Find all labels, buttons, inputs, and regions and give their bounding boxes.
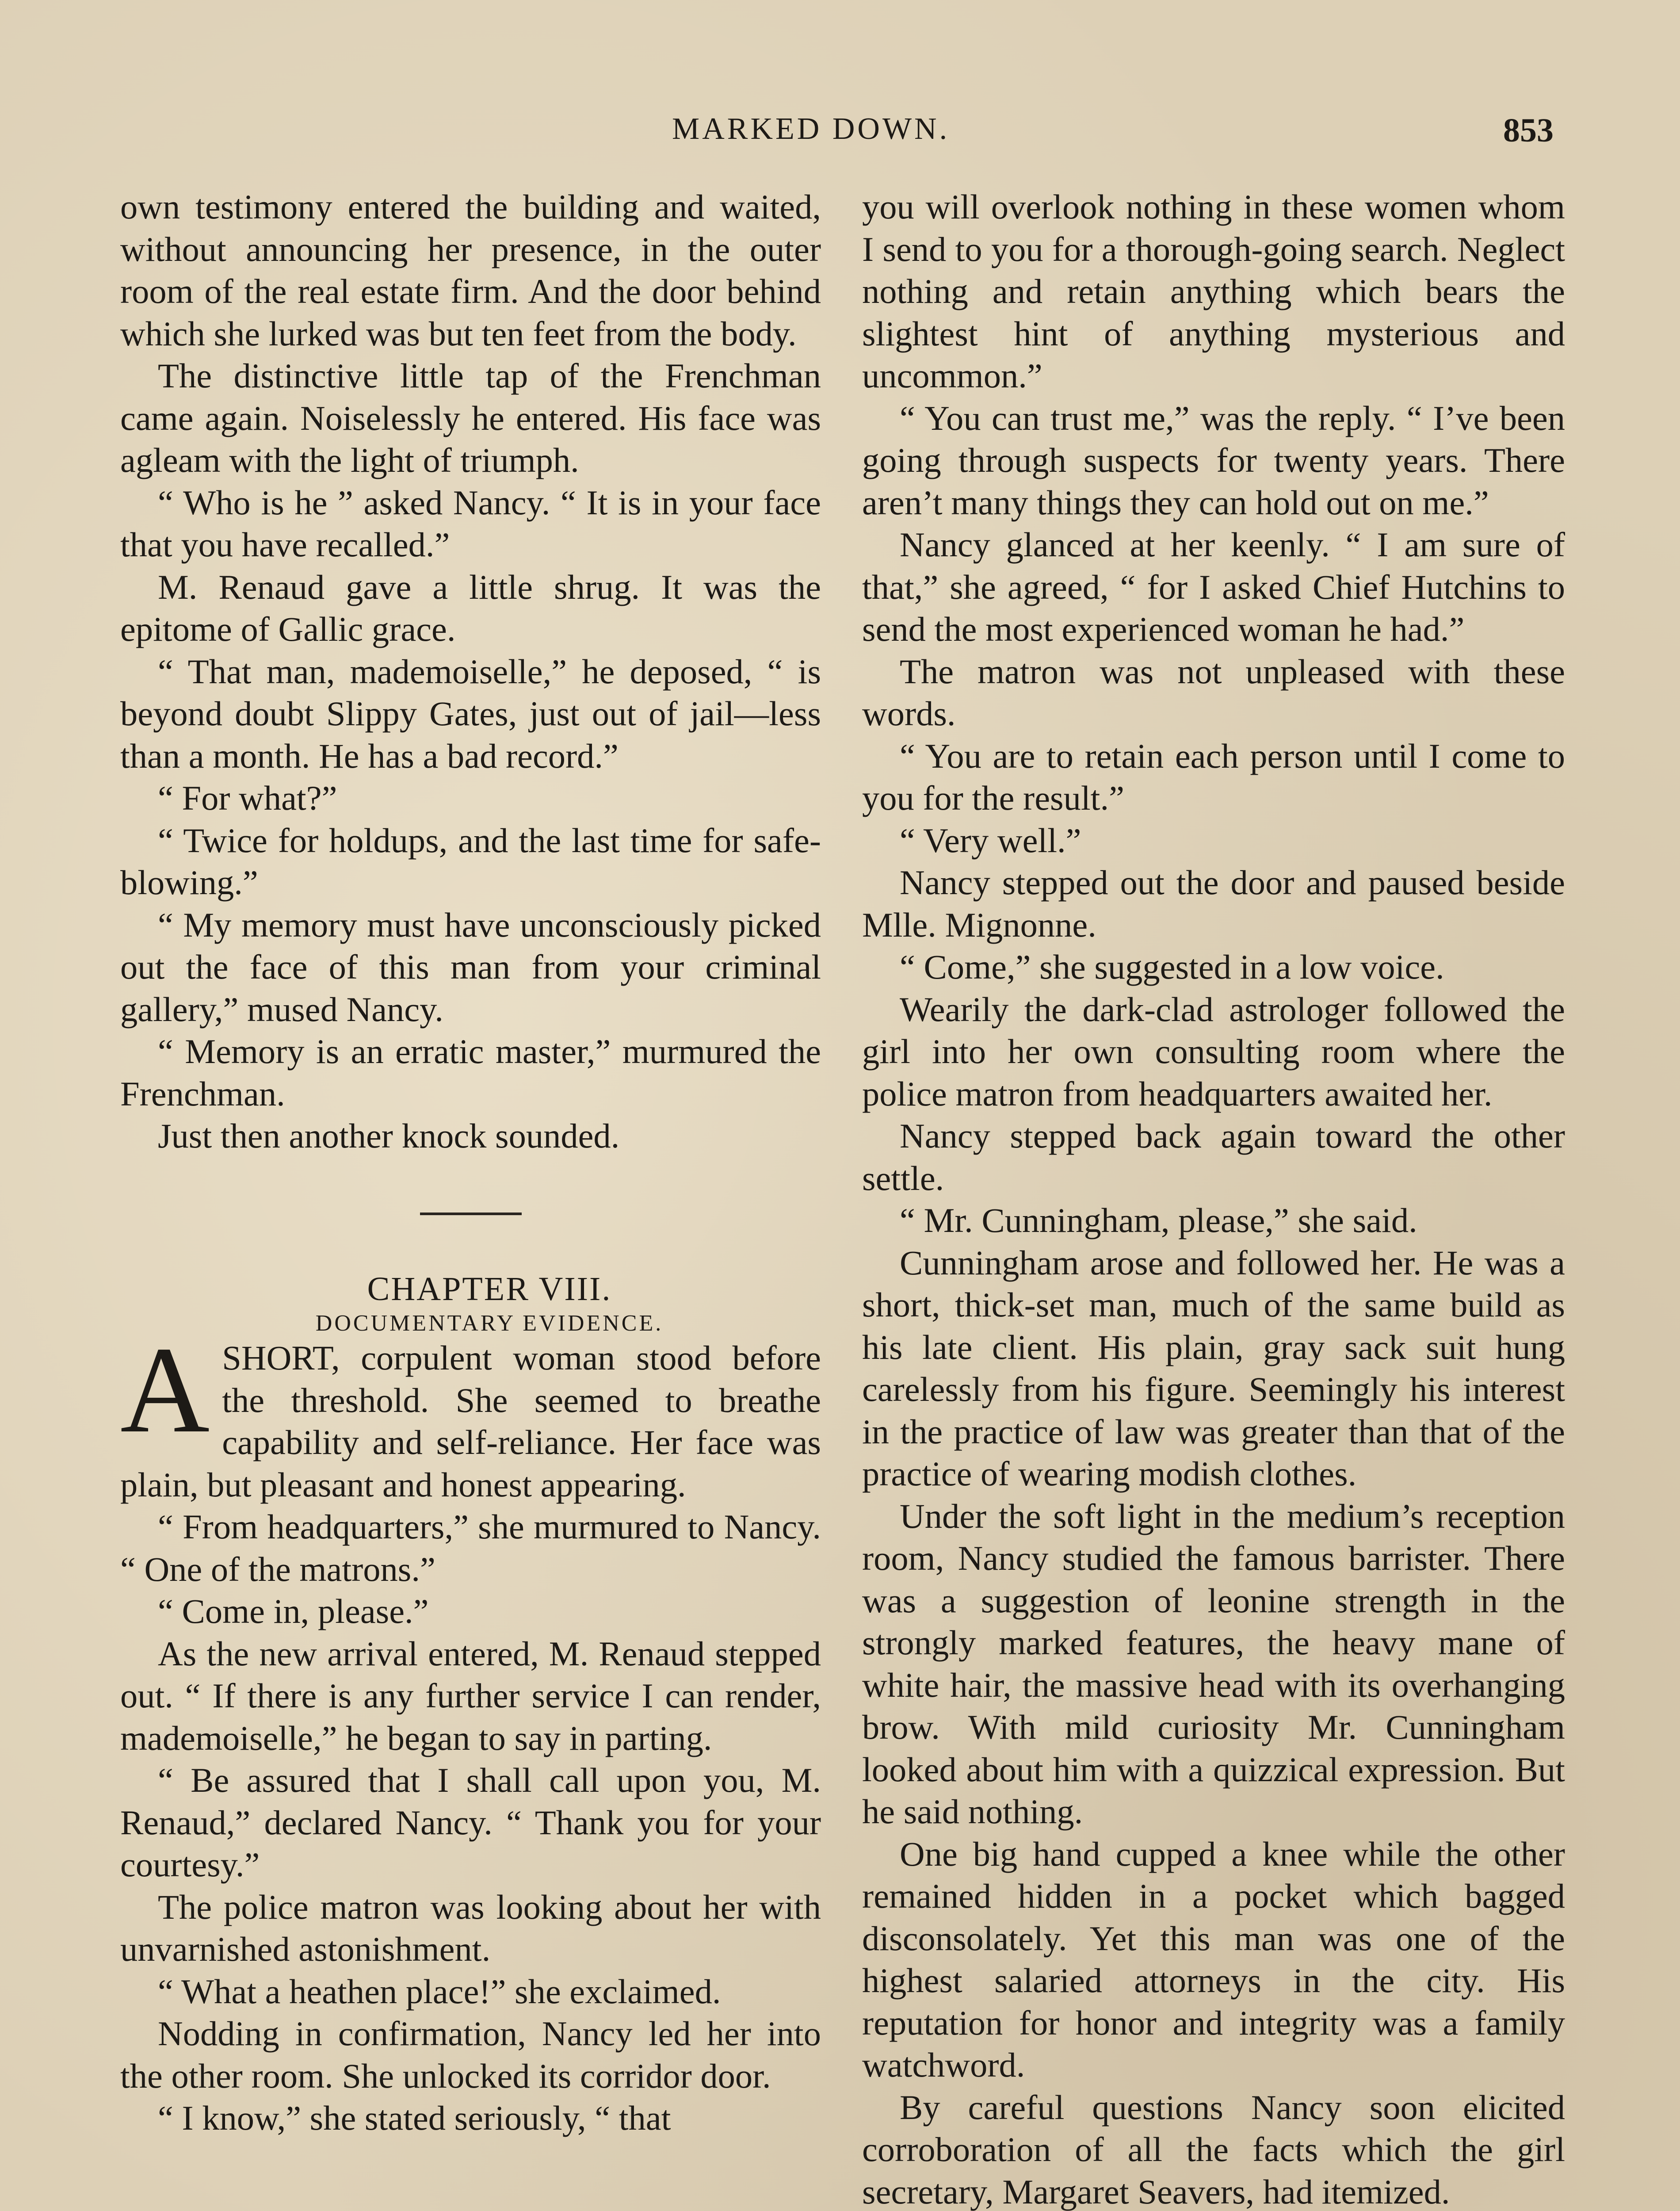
- paragraph: “ Mr. Cunningham, please,” she said.: [900, 1201, 1417, 1239]
- paragraph: As the new arrival entered, M. Renaud stepped out. “ If there is any further service I can render, mademoiselle,” he began to say in parting.: [120, 1634, 821, 1757]
- paragraph: M. Renaud gave a little shrug. It was the epitome of Gallic grace.: [120, 567, 821, 648]
- paragraph: Under the soft light in the medium’s reception room, Nancy studied the famous barrister. There was a suggestion of leonine strength in the strongly marked features, the heavy mane of white hair, the massive head with its overhanging brow. With mild curiosity Mr. Cunningham looked about him with a quizzical expression. But he said nothing.: [862, 1496, 1565, 1831]
- paragraph: Wearily the dark-clad astrologer followed the girl into her own consulting room where the police matron from headquarters awaited her.: [862, 990, 1565, 1113]
- paragraph: The distinctive little tap of the Frenchman came again. Noiselessly he entered. His face was agleam with the light of triumph.: [120, 356, 821, 479]
- paragraph: you will overlook nothing in these women whom I send to you for a thorough-going search. Neglect nothing and retain anything which bears the slightest hint of anything mysterious and uncommon.”: [862, 187, 1565, 395]
- opening-text: SHORT, corpulent woman stood before the threshold. She seemed to breathe capability and self-reliance. Her face was plain, but pleasant and honest appearing.: [120, 1339, 821, 1504]
- paragraph: “ Come,” she suggested in a low voice.: [900, 948, 1444, 986]
- paragraph: “ For what?”: [158, 779, 337, 817]
- paragraph: The matron was not unpleased with these words.: [862, 652, 1565, 733]
- paragraph: “ My memory must have unconsciously picked out the face of this man from your criminal gallery,” mused Nancy.: [120, 905, 821, 1029]
- paragraph: “ You can trust me,” was the reply. “ I’ve been going through suspects for twenty years. There aren’t many things they can hold out on me.”: [862, 398, 1565, 522]
- drop-cap: A: [120, 1321, 210, 1458]
- paragraph: “ That man, mademoiselle,” he deposed, “ is beyond doubt Slippy Gates, just out of jail—less than a month. He has a bad record.”: [120, 652, 821, 775]
- paragraph: One big hand cupped a knee while the other remained hidden in a pocket which bagged disconsolately. Yet this man was one of the highest salaried attorneys in the city. His reputation for honor and integrity was a family watchword.: [862, 1834, 1565, 2084]
- chapter-heading: CHAPTER VIII.: [367, 1270, 612, 1308]
- paragraph: Nancy glanced at her keenly. “ I am sure of that,” she agreed, “ for I asked Chief Hutchins to send the most experienced woman he had.”: [862, 525, 1565, 648]
- paragraph: “ Twice for holdups, and the last time for safe-blowing.”: [120, 821, 821, 902]
- page-number: 853: [1503, 112, 1554, 149]
- left-column: [120, 186, 821, 2139]
- section-divider: [420, 1213, 522, 1215]
- paragraph: Nancy stepped out the door and paused beside Mlle. Mignonne.: [862, 863, 1565, 944]
- paragraph: The police matron was looking about her with unvarnished astonishment.: [120, 1887, 821, 1968]
- running-head: [0, 111, 1680, 151]
- paragraph: “ Who is he ” asked Nancy. “ It is in your face that you have recalled.”: [120, 483, 821, 564]
- paragraph: Nancy stepped back again toward the other settle.: [862, 1117, 1565, 1197]
- paragraph: “ Very well.”: [900, 821, 1081, 860]
- paragraph: “ Come in, please.”: [158, 1592, 429, 1630]
- paragraph: “ Memory is an erratic master,” murmured the Frenchman.: [120, 1032, 821, 1113]
- paragraph: Nodding in confirmation, Nancy led her into the other room. She unlocked its corridor door.: [120, 2014, 821, 2095]
- paragraph: “ From headquarters,” she murmured to Nancy. “ One of the matrons.”: [120, 1507, 821, 1588]
- paragraph: Just then another knock sounded.: [158, 1117, 620, 1155]
- chapter-subtitle: DOCUMENTARY EVIDENCE.: [315, 1311, 664, 1336]
- paragraph: “ Be assured that I shall call upon you, M. Renaud,” declared Nancy. “ Thank you for your courtesy.”: [120, 1761, 821, 1884]
- paragraph: “ You are to retain each person until I come to you for the result.”: [862, 736, 1565, 817]
- right-column: [862, 186, 1565, 2211]
- paragraph: own testimony entered the building and waited, without announcing her presence, in the outer room of the real estate firm. And the door behind which she lurked was but ten feet from the body.: [120, 187, 821, 353]
- paragraph: By careful questions Nancy soon elicited corroboration of all the facts which the girl secretary, Margaret Seavers, had itemized.: [862, 2088, 1565, 2211]
- paragraph: “ I know,” she stated seriously, “ that: [158, 2099, 671, 2137]
- running-title: MARKED DOWN.: [672, 112, 950, 146]
- paragraph: “ What a heathen place!” she exclaimed.: [158, 1972, 721, 2011]
- paragraph: Cunningham arose and followed her. He was a short, thick-set man, much of the same build as his late client. His plain, gray sack suit hung carelessly from his figure. Seemingly his interest in the practice of law was greater than that of the practice of wearing modish clothes.: [862, 1243, 1565, 1493]
